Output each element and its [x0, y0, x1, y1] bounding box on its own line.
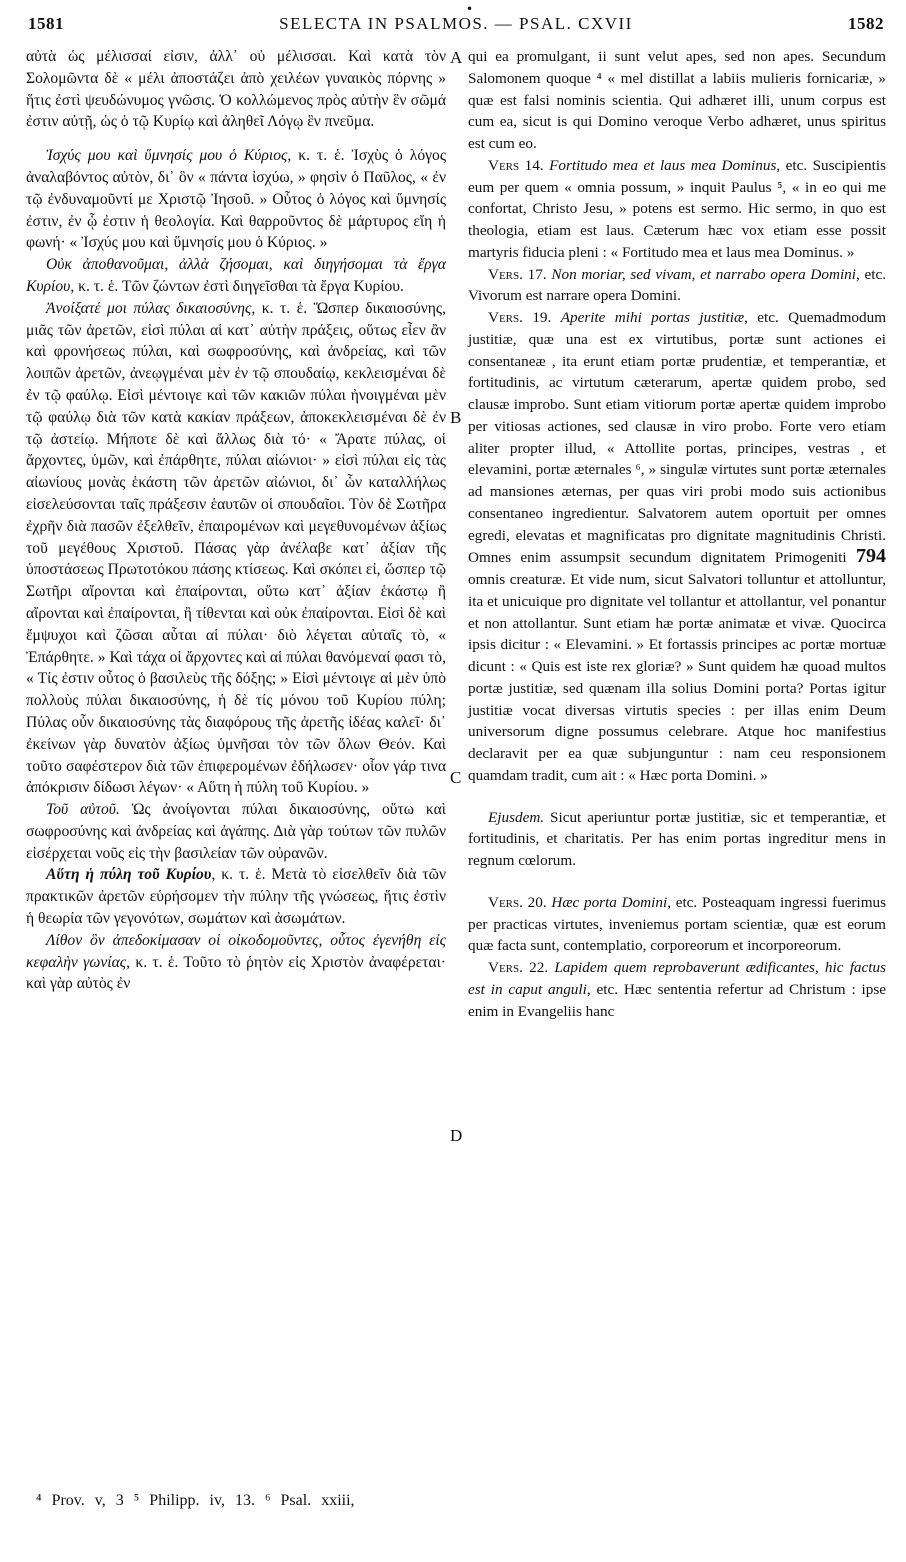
- latin-paragraph: [468, 957, 886, 1022]
- latin-lemma: Hæc porta Domini: [551, 893, 668, 911]
- verse-number: 14.: [519, 156, 550, 174]
- verse-label: Vers: [488, 309, 520, 326]
- verse-number: . 17.: [519, 265, 552, 283]
- greek-text: , κ. τ. ἑ. Τοῦτο τὸ ῥητὸν εἰς Χριστὸν ἀναφέρεται· καὶ γὰρ αὐτὸς ἐν: [26, 953, 446, 993]
- greek-text: , κ. τ. ἑ. Μετὰ τὸ εἰσελθεῖν διὰ τῶν πρακτικῶν ἀρετῶν εὑρήσομεν τὴν πύλην τῆς γνώσεως, ἥτις ἐστὶν ἡ θεωρία τῶν γεγονότων, σωμάτων καὶ ἀσωμάτων.: [26, 866, 446, 928]
- column-number: 794: [856, 545, 886, 568]
- greek-paragraph: [26, 298, 446, 799]
- latin-column: [468, 46, 886, 1022]
- greek-paragraph: [26, 254, 446, 298]
- page-number-left: 1581: [28, 14, 64, 33]
- verse-label: Vers: [488, 265, 520, 283]
- latin-text: Sicut aperiuntur portæ justitiæ, sic et temperantiæ, et fortitudinis, et charitatis. Per has enim portas ingreditur mens in regnum cœlorum.: [468, 808, 886, 869]
- latin-lemma: Ejusdem.: [488, 808, 545, 826]
- margin-marker-c: C: [450, 768, 462, 787]
- greek-paragraph: [26, 145, 446, 254]
- latin-paragraph: qui ea promulgant, ii sunt velut apes, sed non apes. Secundum Salomonem quoque ⁴ « mel distillat a labiis mulieris fornicariæ, » quæ est falsi nominis scientia. Qui adhæret illi, unum corpus est cum ea, sicut is qui Domino veroque Verbo adhæret, unus spiritus est cum eo.: [468, 48, 886, 152]
- greek-text: , κ. τ. ἑ. Ὥσπερ δικαιοσύνης, μιᾶς τῶν ἀρετῶν, εἰσὶ πύλαι αἱ κατ᾽ αὐτὴν πράξεις, οὕτως εἶεν ἂν καὶ φρονήσεως πύλαι, καὶ σωφροσύνης, καὶ ἀνδρείας, καὶ τῶν λοιπῶν ἀρετῶν, ἀνεῳγμέναι μὲν ἐν τῷ σπουδαίῳ, κεκλεισμέναι δὲ ἐν τῷ φαύλῳ. Εἰσὶ μέντοιγε καὶ τῶν κακιῶν πύλαι ἠνοιγμέναι μὲν τῷ φαύλῳ διὰ τῶν κατὰ κακίαν πράξεων, ἀποκεκλεισμέναι δὲ ἐν τῷ ἀστείῳ. Μήποτε δὲ καὶ ἄλλως διὰ τό· « Ἄρατε πύλας, οἱ ἄρχοντες, ὑμῶν, καὶ ἐπάρθητε, πύλαι αἰώνιοι· » εἰσὶ πύλαι εἰς τὰς αἰωνίους μονὰς ἑκάστη τῶν ἀρετῶν αἰώνιοι, δι᾽ ὧν καταλλήλως εἰσελεύσονται ταῖς πράξεσιν ἑαυτῶν οἱ σπουδαῖοι. Τὸν δὲ Σωτῆρα ἐχρῆν διὰ πασῶν ἐξελθεῖν, ἐπαιρομένων καὶ μεγεθυνομένων ἀξίως τοῦ μεγέθους Χριστοῦ. Πάσας γὰρ ἀνέλαβε κατ᾽ ἀξίαν τῆς ὑποστάσεως Πρωτοτόκου πάσης κτίσεως. Καὶ σκόπει εἰ, ὥσπερ τῷ Σωτῆρι αἴρονται καὶ ἐπαίρονται, οὕτω κατ᾽ ἀξίαν ἑκάστῳ ἢ αἴρονται καὶ ἐπαίρονται, ἢ τίθενται καὶ οὐκ ἐπαίρονται. Εἰσὶ δὲ καὶ ἔμψυχοι καὶ ζῶσαι αὗται αἱ πύλαι· διὸ λέγεται αὐταῖς τὸ, « Ἐπάρθητε. » Καὶ τάχα οἱ ἄρχοντες καὶ αἱ πύλαι θανόμεναί φασι τὸ, « Τίς ἐστιν οὗτος ὁ βασιλεὺς τῆς δόξης; » Εἰσὶ μέντοιγε αἱ μὲν ὑπὸ πολλοὺς πύλαι δικαιοσύνης, ἡ δὲ τίς μόνου τοῦ Κυρίου πύλη; Πύλας οὖν δικαιοσύνης τὰς διαφόρους τῆς ἀρετῆς ἰδέας καλεῖ· δι᾽ ἐκείνων γὰρ δυνατὸν ἀξίως ὑμνῆσαι τὸν τῶν ὅλων Θεόν. Καὶ τοῦτο σαφέστερον διὰ τῶν ἐπιφερομένων ἐδήλωσεν· οἷον γάρ τινα ἀπόκρισιν δίδωσι λέγων· « Αὕτη ἡ πύλη τοῦ Κυρίου. »: [26, 299, 446, 797]
- latin-lemma: Fortitudo mea et laus mea Dominus: [549, 156, 777, 174]
- footnotes: ⁴ Prov. v, 3 ⁵ Philipp. iv, 13. ⁶ Psal. xxiii,: [36, 1492, 355, 1509]
- latin-paragraph: [468, 307, 886, 787]
- greek-column: [26, 46, 446, 995]
- greek-paragraph: [26, 799, 446, 864]
- latin-lemma: Non moriar, sed vivam, et narrabo opera Domini: [551, 265, 856, 283]
- page-number-right: 1582: [848, 14, 884, 33]
- latin-paragraph: [468, 155, 886, 264]
- latin-paragraph: [468, 892, 886, 957]
- latin-text: , etc. Hæc sententia refertur ad Christum : ipse enim in Evangeliis hanc: [468, 980, 886, 1020]
- margin-marker-b: B: [450, 408, 462, 427]
- latin-text: , etc. Suscipientis eum per quem « omnia possum, » inquit Paulus ⁵, « in eo qui me confortat, Christo Jesu, » potens est sermo. Hic sermo, in quo est theologia, etiam est laus. Cæterum hæc vox etiam esse possit martyris fiducia pleni : « Fortitudo mea et laus mea Dominus. »: [468, 156, 886, 261]
- greek-paragraph: [26, 864, 446, 929]
- latin-text: , etc. Vivorum est narrare opera Domini.: [468, 265, 887, 305]
- greek-text: Ὡς ἀνοίγονται πύλαι δικαιοσύνης, οὕτω καὶ σωφροσύνης καὶ ἀνδρείας καὶ ἀγάπης. Διὰ γὰρ τούτων τῶν πυλῶν εἰσέρχεται νοῦς εἰς τὴν βασιλείαν τῶν οὐρανῶν.: [26, 801, 446, 862]
- verse-label: Vers: [488, 959, 520, 976]
- greek-lemma: Ἰσχύς μου καὶ ὕμνησίς μου ὁ Κύριος: [46, 147, 288, 165]
- greek-paragraph: αὐτὰ ὡς μέλισσαί εἰσιν, ἀλλ᾽ οὐ μέλισσαι. Καὶ κατὰ τὸν Σολομῶντα δὲ « μέλι ἀποστάζει ἀπὸ χειλέων γυναικὸς πόρνης » ἥτις ἐστὶ ψευδώνυμος γνῶσις. Ὁ κολλώμενος πρὸς αὐτὴν ἓν σῶμά ἐστιν αὐτῇ, ὡς ὁ τῷ Κυρίῳ καὶ ἀληθεῖ Λόγῳ ἓν πνεῦμα.: [26, 48, 446, 131]
- greek-text: , κ. τ. ἑ. Τῶν ζώντων ἐστὶ διηγεῖσθαι τὰ ἔργα Κυρίου.: [70, 277, 404, 295]
- running-title: SELECTA IN PSALMOS. — PSAL. CXVII: [279, 14, 633, 33]
- latin-text: , etc. Quemadmodum justitiæ, quæ una est ex virtutibus, portæ sunt actiones ei consentaneæ , ita erunt etiam portæ prudentiæ, et temperantiæ, et fortitudinis, ac virtutum cæterarum, apertæ quidem probo, sed clausæ improbo. Sunt etiam vitiorum portæ apertæ quidem improbo per vitiosas actiones, sed clausæ in viro probo. Forte vero etiam aliter propter illud, « Attollite portas, principes, vestras , et elevamini, portæ æternales ⁶, » singulæ virtutes sunt portæ æternales ad mansiones æternas, per quas viri probi modo suis actionibus consentaneo ingredientur. Salvatorem autem oportuit per omnes egredi, elevatas et magnificatas pro dignitate magnitudinis Christi. Omnes enim assumpsit secundum dignitatem Primogeniti: [468, 309, 887, 567]
- latin-text: , etc. Posteaquam ingressi fuerimus per practicas virtutes, inveniemus portam scientiæ, quæ est eorum quæ facta sunt, contemplatio, corporeorum et incorporeorum.: [468, 893, 887, 955]
- verse-number: . 22.: [519, 959, 555, 976]
- latin-lemma: Lapidem quem reprobaverunt ædificantes, hic factus est in caput anguli: [468, 959, 886, 998]
- greek-text: , κ. τ. ἑ. Ἰσχὺς ὁ λόγος ἀναλαβόντος αὐτὸν, δι᾽ ὃν « πάντα ἰσχύω, » φησὶν ὁ Παῦλος, « ἐν τῷ ἐνδυναμοῦντί με Χριστῷ Ἰησοῦ. » Οὗτος ὁ λόγος καὶ ὕμνησίς ἐστιν, ἐν ᾧ ἐστιν ἡ θεολογία. Καὶ θαρροῦντος δὲ μάρτυρος εἴη ἡ φωνή· « Ἰσχύς μου καὶ ὕμνησίς μου ὁ Κύριος. »: [26, 147, 447, 252]
- top-dot: •: [466, 2, 474, 16]
- greek-lemma: Ἀνοίξατέ μοι πύλας δικαιοσύνης: [46, 299, 252, 317]
- verse-label: Vers: [488, 893, 520, 911]
- latin-lemma: Aperite mihi portas justitiæ: [560, 309, 745, 326]
- page-header: [28, 14, 884, 44]
- verse-label: Vers: [488, 156, 520, 174]
- latin-paragraph: [468, 264, 886, 308]
- verse-number: . 20.: [519, 893, 552, 911]
- latin-paragraph: [468, 807, 886, 872]
- greek-lemma: Τοῦ αὐτοῦ.: [46, 801, 120, 819]
- greek-lemma: Λίθον ὃν ἀπεδοκίμασαν οἱ οἰκοδομοῦντες, οὗτος ἐγενήθη εἰς κεφαλὴν γωνίας: [26, 931, 446, 971]
- verse-number: . 19.: [519, 309, 561, 326]
- greek-paragraph: [26, 930, 446, 995]
- greek-lemma: Οὐκ ἀποθανοῦμαι, ἀλλὰ ζήσομαι, καὶ διηγήσομαι τὰ ἔργα Κυρίου: [26, 256, 446, 295]
- latin-text: omnis creaturæ. Et vide num, sicut Salvatori tolluntur et attolluntur, ita et unicuique pro dignitate vel tollantur et attollantur, vel ponantur et non attollantur. Sunt etiam hæ portæ animatæ et vivæ. Quocirca ipsis dicitur : « Elevamini. » Et fortassis principes ac portæ mortuæ dicunt : « Quis est iste rex gloriæ? » Sunt quidem hæ quoad multos portæ justitiæ, sed quænam illa solius Domini porta? Portas igitur justitiæ vocat diversas virtutis species : per illas enim Deum universorum digne possumus celebrare. Atque hoc manifestius declaravit per ea quæ subjunguntur : nam ceu responsionem quamdam tradit, cum ait : « Hæc porta Domini. »: [468, 571, 886, 784]
- margin-marker-d: D: [450, 1126, 463, 1145]
- margin-marker-a: A: [450, 48, 463, 67]
- greek-lemma: Αὕτη ἡ πύλη τοῦ Κυρίου: [46, 866, 212, 884]
